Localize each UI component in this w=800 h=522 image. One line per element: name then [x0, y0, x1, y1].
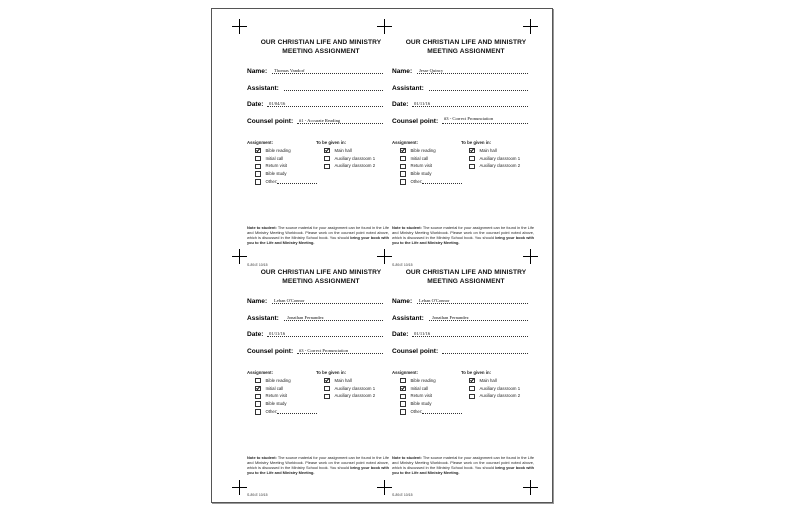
assignment-header: Assignment: [247, 140, 274, 145]
crop-mark [377, 19, 392, 34]
option-main-hall[interactable] [316, 147, 375, 155]
option-label: Bible reading [410, 377, 436, 383]
option-aux-classroom-2[interactable] [461, 392, 520, 400]
given-in-options [316, 369, 375, 400]
given-in-header: To be given in: [316, 370, 346, 375]
option-initial-call[interactable] [392, 155, 462, 163]
checkbox[interactable] [324, 148, 330, 154]
note-to-student [247, 226, 389, 246]
checkbox[interactable] [255, 386, 261, 392]
option-label: Main hall [334, 147, 352, 153]
name-value: Jesse Quincy [419, 68, 444, 73]
option-aux-classroom-2[interactable] [316, 162, 375, 170]
title-line-1: OUR CHRISTIAN LIFE AND MINISTRY [405, 39, 527, 46]
name-label: Name: [247, 298, 268, 305]
crop-mark [232, 249, 247, 264]
option-label: Auxiliary classroom 1 [334, 385, 376, 391]
date-value: 01/11/16 [414, 331, 431, 336]
option-label: Other: [410, 408, 423, 414]
note-bold-text: bring your book with you to the Life and Ministry Meeting. [247, 234, 389, 245]
option-initial-call[interactable] [392, 385, 462, 393]
form-code: S-89-E 10/15 [392, 493, 413, 497]
counsel-point-field[interactable] [392, 115, 528, 125]
option-label: Initial call [410, 155, 429, 161]
date-label: Date: [392, 331, 409, 338]
option-initial-call[interactable] [247, 385, 317, 393]
option-label: Bible study [265, 171, 287, 177]
crop-mark [232, 19, 247, 34]
checkbox[interactable] [400, 156, 406, 162]
option-bible-reading[interactable] [247, 377, 317, 385]
option-bible-study[interactable] [392, 170, 462, 178]
slip-title [392, 268, 540, 286]
note-heading: Note to student: [247, 225, 277, 230]
option-label: Auxiliary classroom 2 [334, 163, 376, 169]
counsel-point-value: #1 - Accurate Reading [299, 118, 341, 123]
title-line-2: MEETING ASSIGNMENT [427, 278, 505, 285]
checkbox[interactable] [400, 378, 406, 384]
checkbox[interactable] [255, 394, 261, 400]
option-label: Return visit [265, 163, 287, 169]
checkbox[interactable] [255, 164, 261, 170]
given-in-options [461, 369, 520, 400]
slip-title [392, 38, 540, 56]
option-label: Return visit [410, 393, 432, 399]
date-field[interactable] [247, 328, 383, 338]
checkbox[interactable] [324, 378, 330, 384]
option-label: Bible reading [410, 147, 436, 153]
option-bible-study[interactable] [247, 400, 317, 408]
assignment-header: Assignment: [392, 140, 419, 145]
name-label: Name: [392, 68, 413, 75]
date-label: Date: [247, 331, 264, 338]
option-bible-reading[interactable] [392, 377, 462, 385]
note-bold-text: bring your book with you to the Life and Ministry Meeting. [247, 464, 389, 475]
option-label: Auxiliary classroom 1 [479, 155, 521, 161]
given-in-options [316, 139, 375, 170]
date-label: Date: [247, 101, 264, 108]
checkbox[interactable] [469, 148, 475, 154]
option-label: Auxiliary classroom 1 [479, 385, 521, 391]
date-value: 01/04/16 [269, 101, 286, 106]
given-in-options [461, 139, 520, 170]
option-bible-study[interactable] [247, 170, 317, 178]
note-text: The source material for your assignment can be found in the Life and Ministry Meeting Workbook. Please work on the counsel point noted above, which is discussed in the Ministry School book. You should [392, 225, 535, 240]
name-value: Thomas Vandorf [274, 68, 305, 73]
note-text: The source material for your assignment can be found in the Life and Ministry Meeting Workbook. Please work on the counsel point noted above, which is discussed in the Ministry School book. You should [392, 455, 535, 470]
slip-title [247, 268, 395, 286]
note-heading: Note to student: [392, 225, 422, 230]
option-label: Bible reading [265, 377, 291, 383]
assistant-field[interactable] [392, 312, 528, 322]
note-heading: Note to student: [247, 455, 277, 460]
option-label: Other: [265, 178, 278, 184]
option-aux-classroom-1[interactable] [461, 155, 520, 163]
counsel-point-field[interactable] [247, 115, 383, 125]
note-bold-text: bring your book with you to the Life and Ministry Meeting. [392, 234, 534, 245]
name-field[interactable] [247, 65, 383, 75]
checkbox[interactable] [400, 409, 406, 415]
option-return-visit[interactable] [247, 162, 317, 170]
checkbox[interactable] [400, 386, 406, 392]
assistant-value: Jonathan Fernandez [287, 315, 324, 320]
assignment-options [392, 139, 462, 186]
note-bold-text: bring your book with you to the Life and Ministry Meeting. [392, 464, 534, 475]
counsel-point-field[interactable] [392, 345, 528, 355]
assignment-header: Assignment: [247, 370, 274, 375]
checkbox[interactable] [400, 148, 406, 154]
date-field[interactable] [392, 98, 528, 108]
name-field[interactable] [392, 295, 528, 305]
checkbox[interactable] [324, 156, 330, 162]
counsel-point-label: Counsel point: [247, 118, 294, 125]
title-line-1: OUR CHRISTIAN LIFE AND MINISTRY [260, 39, 382, 46]
checkbox[interactable] [255, 156, 261, 162]
checkbox[interactable] [255, 409, 261, 415]
assignment-slip [247, 38, 395, 268]
option-other[interactable] [392, 408, 462, 416]
assistant-label: Assistant: [392, 315, 424, 322]
option-label: Auxiliary classroom 2 [479, 163, 521, 169]
assistant-field[interactable] [392, 82, 528, 92]
assistant-label: Assistant: [247, 315, 279, 322]
crop-mark [232, 480, 247, 495]
option-main-hall[interactable] [461, 147, 520, 155]
assistant-label: Assistant: [247, 85, 279, 92]
name-label: Name: [392, 298, 413, 305]
checkbox[interactable] [469, 156, 475, 162]
counsel-point-label: Counsel point: [247, 348, 294, 355]
name-value: Leban O'Connor [274, 298, 305, 303]
title-line-2: MEETING ASSIGNMENT [282, 278, 360, 285]
name-value: Leban O'Connor [419, 298, 450, 303]
name-field[interactable] [247, 295, 383, 305]
note-to-student [392, 226, 534, 246]
option-label: Auxiliary classroom 2 [479, 393, 521, 399]
given-in-header: To be given in: [461, 140, 491, 145]
title-line-1: OUR CHRISTIAN LIFE AND MINISTRY [405, 269, 527, 276]
option-bible-study[interactable] [392, 400, 462, 408]
given-in-header: To be given in: [316, 140, 346, 145]
checkbox[interactable] [469, 394, 475, 400]
counsel-point-value: #3 - Correct Pronunciation [444, 116, 494, 121]
option-aux-classroom-2[interactable] [461, 162, 520, 170]
form-code: S-89-E 10/15 [247, 493, 268, 497]
counsel-point-label: Counsel point: [392, 118, 439, 125]
slip-title [247, 38, 395, 56]
option-label: Auxiliary classroom 1 [334, 155, 376, 161]
title-line-2: MEETING ASSIGNMENT [282, 48, 360, 55]
note-text: The source material for your assignment can be found in the Life and Ministry Meeting Workbook. Please work on the counsel point noted above, which is discussed in the Ministry School book. You should [247, 455, 390, 470]
note-heading: Note to student: [392, 455, 422, 460]
assistant-field[interactable] [247, 312, 383, 322]
checkbox[interactable] [324, 164, 330, 170]
option-label: Initial call [265, 155, 284, 161]
form-code: S-89-E 10/15 [247, 263, 268, 267]
option-label: Return visit [410, 163, 432, 169]
assistant-field[interactable] [247, 82, 383, 92]
option-bible-reading[interactable] [392, 147, 462, 155]
title-line-1: OUR CHRISTIAN LIFE AND MINISTRY [260, 269, 382, 276]
counsel-point-value: #3 - Correct Pronunciation [299, 348, 349, 353]
option-label: Other: [265, 408, 278, 414]
option-aux-classroom-2[interactable] [316, 392, 375, 400]
option-label: Bible study [265, 401, 287, 407]
date-field[interactable] [392, 328, 528, 338]
option-label: Main hall [479, 147, 497, 153]
date-label: Date: [392, 101, 409, 108]
note-to-student [392, 456, 534, 476]
option-main-hall[interactable] [461, 377, 520, 385]
checkbox[interactable] [400, 394, 406, 400]
option-aux-classroom-1[interactable] [316, 155, 375, 163]
date-value: 01/11/16 [414, 101, 431, 106]
checkbox[interactable] [324, 386, 330, 392]
checkbox[interactable] [400, 164, 406, 170]
option-other[interactable] [247, 408, 317, 416]
option-label: Initial call [265, 385, 284, 391]
assignment-slip [392, 38, 540, 268]
option-label: Return visit [265, 393, 287, 399]
option-initial-call[interactable] [247, 155, 317, 163]
checkbox[interactable] [255, 401, 261, 407]
checkbox[interactable] [255, 378, 261, 384]
checkbox[interactable] [469, 164, 475, 170]
counsel-point-label: Counsel point: [392, 348, 439, 355]
option-label: Auxiliary classroom 2 [334, 393, 376, 399]
given-in-header: To be given in: [461, 370, 491, 375]
checkbox[interactable] [469, 386, 475, 392]
checkbox[interactable] [255, 171, 261, 177]
assignment-options [392, 369, 462, 416]
option-bible-reading[interactable] [247, 147, 317, 155]
name-field[interactable] [392, 65, 528, 75]
assignment-slip [247, 268, 395, 498]
option-return-visit[interactable] [247, 392, 317, 400]
checkbox[interactable] [400, 179, 406, 185]
note-text: The source material for your assignment can be found in the Life and Ministry Meeting Workbook. Please work on the counsel point noted above, which is discussed in the Ministry School book. You should [247, 225, 390, 240]
crop-mark [523, 19, 538, 34]
date-value: 01/11/16 [269, 331, 286, 336]
assistant-value: Jonathan Fernandez [432, 315, 469, 320]
assignment-header: Assignment: [392, 370, 419, 375]
option-label: Bible reading [265, 147, 291, 153]
option-return-visit[interactable] [392, 392, 462, 400]
printed-page [211, 8, 553, 503]
option-other[interactable] [392, 178, 462, 186]
option-aux-classroom-1[interactable] [461, 385, 520, 393]
note-to-student [247, 456, 389, 476]
checkbox[interactable] [400, 401, 406, 407]
assignment-slip [392, 268, 540, 498]
form-code: S-89-E 10/15 [392, 263, 413, 267]
title-line-2: MEETING ASSIGNMENT [427, 48, 505, 55]
option-other[interactable] [247, 178, 317, 186]
name-label: Name: [247, 68, 268, 75]
option-main-hall[interactable] [316, 377, 375, 385]
counsel-point-field[interactable] [247, 345, 383, 355]
checkbox[interactable] [324, 394, 330, 400]
assignment-options [247, 139, 317, 186]
option-aux-classroom-1[interactable] [316, 385, 375, 393]
checkbox[interactable] [255, 179, 261, 185]
assistant-label: Assistant: [392, 85, 424, 92]
option-label: Bible study [410, 401, 432, 407]
checkbox[interactable] [255, 148, 261, 154]
option-label: Other: [410, 178, 423, 184]
option-label: Initial call [410, 385, 429, 391]
option-label: Main hall [479, 377, 497, 383]
checkbox[interactable] [469, 378, 475, 384]
option-return-visit[interactable] [392, 162, 462, 170]
checkbox[interactable] [400, 171, 406, 177]
option-label: Main hall [334, 377, 352, 383]
date-field[interactable] [247, 98, 383, 108]
assignment-options [247, 369, 317, 416]
option-label: Bible study [410, 171, 432, 177]
